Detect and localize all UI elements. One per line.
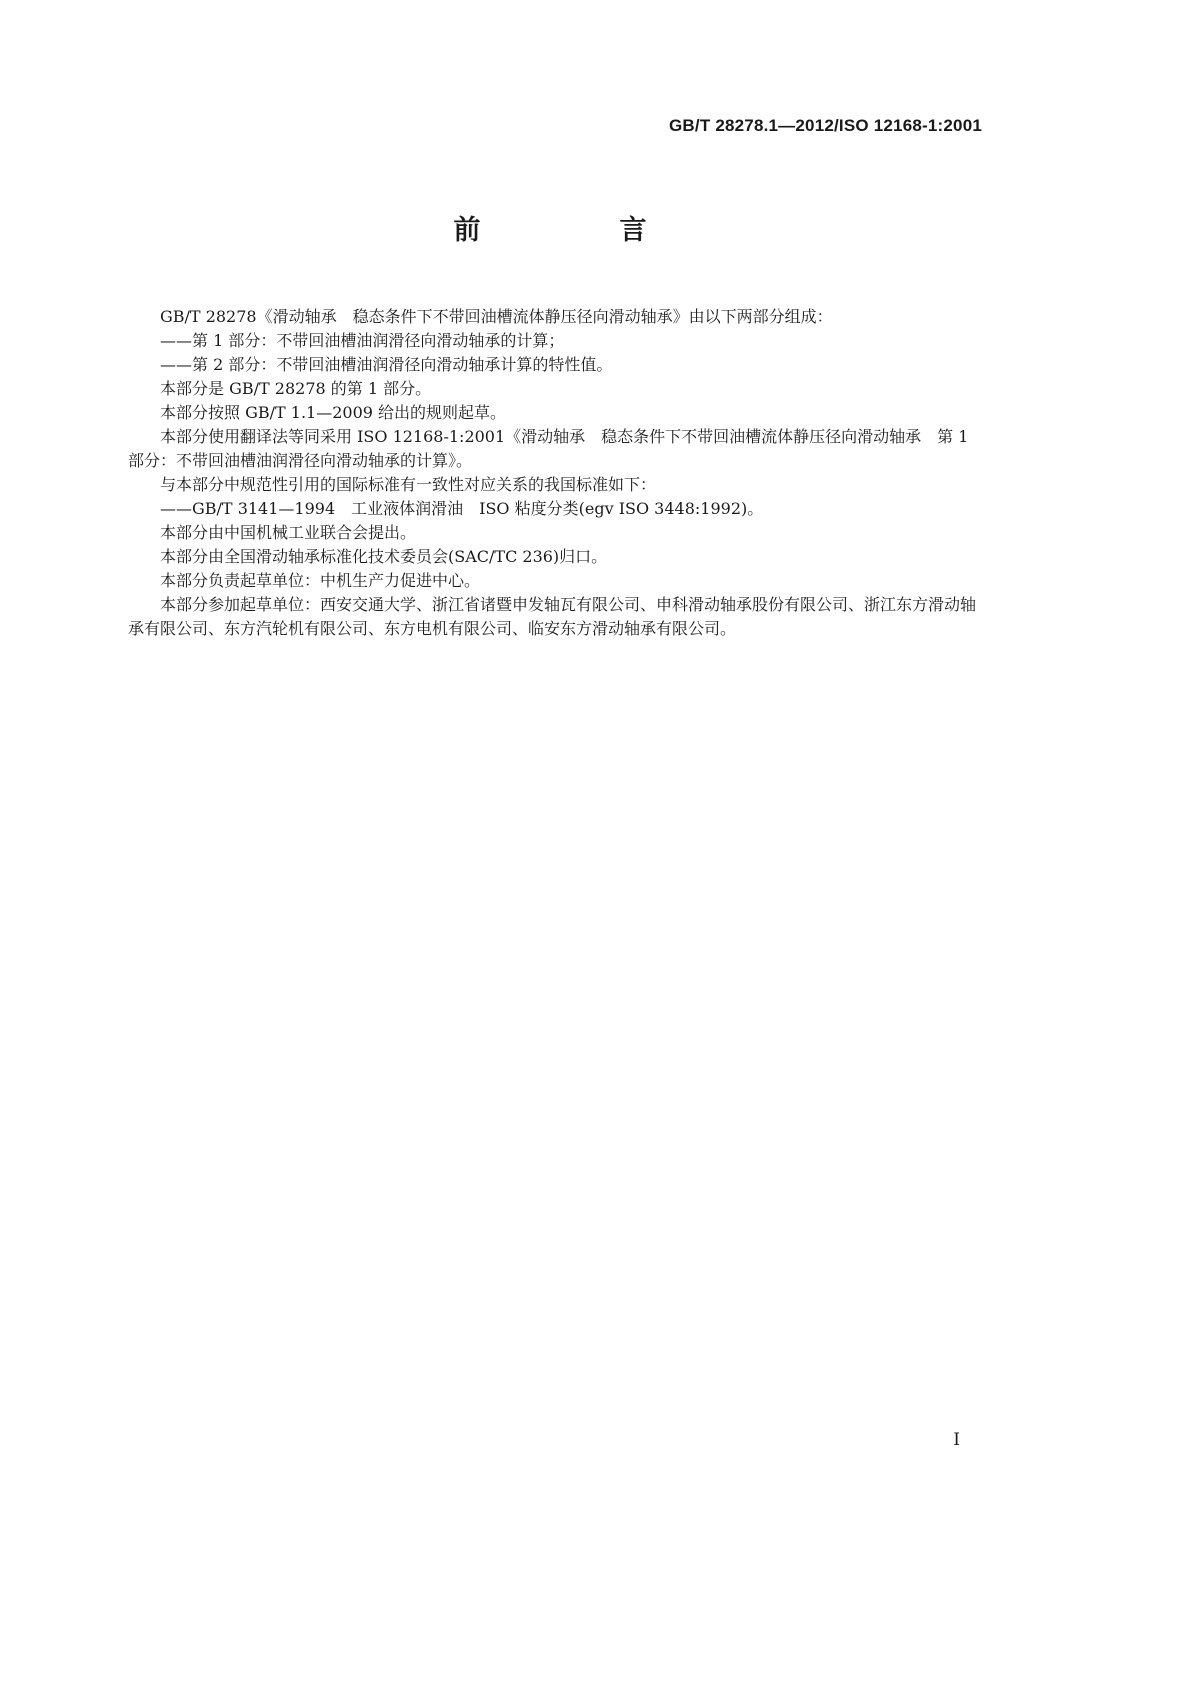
paragraph-drafting-rules: 本部分按照 GB/T 1.1—2009 给出的规则起草。 xyxy=(160,403,507,422)
paragraph-part-statement: 本部分是 GB/T 28278 的第 1 部分。 xyxy=(160,379,432,398)
paragraph-centralized-by: 本部分由全国滑动轴承标准化技术委员会(SAC/TC 236)归口。 xyxy=(160,547,608,566)
paragraph-proposed-by: 本部分由中国机械工业联合会提出。 xyxy=(160,523,417,542)
paragraph-participating-drafters: 本部分参加起草单位：西安交通大学、浙江省诸暨申发轴瓦有限公司、申科滑动轴承股份有限公司、浙江东方滑动轴承有限公司、东方汽轮机有限公司、东方电机有限公司、临安东方滑动轴承有限公司。 xyxy=(128,595,977,638)
preface-body xyxy=(128,305,988,641)
paragraph-composition: GB/T 28278《滑动轴承 稳态条件下不带回油槽流体静压径向滑动轴承》由以下两部分组成： xyxy=(160,307,833,326)
page-title: 前 言 xyxy=(453,215,703,246)
paragraph-part1-item: ——第 1 部分：不带回油槽油润滑径向滑动轴承的计算； xyxy=(160,331,565,350)
page-number: I xyxy=(953,1430,960,1450)
paragraph-reference-standard: ——GB/T 3141—1994 工业液体润滑油 ISO 粘度分类(egv ISO 3448:1992)。 xyxy=(160,499,764,518)
paragraph-adoption: 本部分使用翻译法等同采用 ISO 12168-1:2001《滑动轴承 稳态条件下不带回油槽流体静压径向滑动轴承 第 1 部分：不带回油槽油润滑径向滑动轴承的计算》。 xyxy=(128,427,969,470)
paragraph-part2-item: ——第 2 部分：不带回油槽油润滑径向滑动轴承计算的特性值。 xyxy=(160,355,613,374)
paragraph-correspondence: 与本部分中规范性引用的国际标准有一致性对应关系的我国标准如下： xyxy=(160,475,657,494)
standard-code-header: GB/T 28278.1—2012/ISO 12168-1:2001 xyxy=(669,116,982,135)
paragraph-main-drafter: 本部分负责起草单位：中机生产力促进中心。 xyxy=(160,571,481,590)
